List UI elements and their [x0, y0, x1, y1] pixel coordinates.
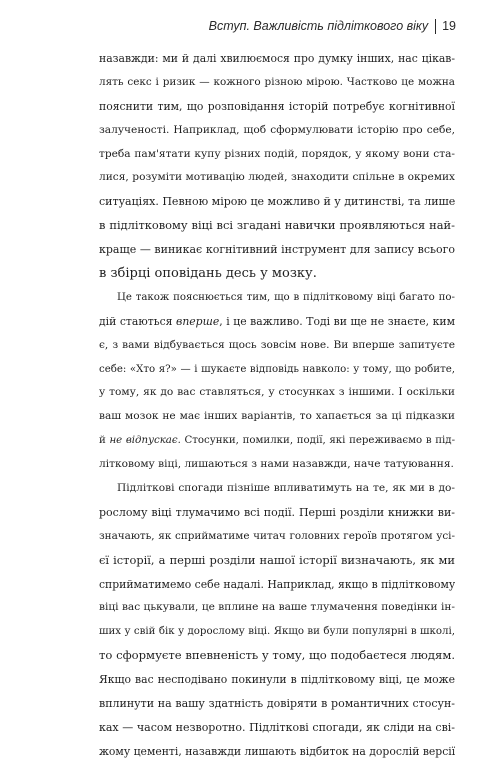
text-line: залученості. Наприклад, щоб сформулювати історію про себе,	[99, 123, 455, 136]
text-line: ситуаціях. Певною мірою це можливо й у дитинстві, та лише	[99, 195, 455, 209]
text-run: Це також пояснюється тим, що в підлітковому віці багато по-	[117, 291, 455, 303]
text-line: лися, розуміти мотивацію людей, знаходити спільне в окремих	[99, 171, 455, 184]
text-line: віці вас цькували, це вплине на ваше тлумачення поведінки ін-	[99, 601, 455, 614]
text-line	[99, 334, 455, 358]
text-run: , і це важливо. Тоді ви ще не знаєте, ким	[219, 314, 455, 328]
text-line: треба пам'ятати купу різних подій, порядок, у якому вони ста-	[99, 147, 455, 160]
page-body	[99, 47, 455, 764]
text-run: себе: «Хто я?» — і шукаєте відповідь навколо: у тому, що робите,	[99, 363, 455, 375]
text-run: . Стосунки, помилки, події, які переживаємо в під-	[177, 435, 455, 447]
text-line	[99, 381, 455, 405]
chapter-title: Вступ. Важливість підліткового віку	[208, 19, 429, 33]
text-line: в підлітковому віці всі згадані навички проявляються най-	[99, 218, 455, 233]
text-line: жому цементі, назавжди лишають відбиток на дорослій версії	[99, 744, 455, 758]
text-line: лять секс і ризик — кожного різною мірою. Частково це можна	[99, 75, 455, 88]
italic-emphasis: не відпускає	[109, 435, 178, 447]
text-line: єї історії, а перші розділи нашої історії визначають, як ми	[99, 552, 455, 567]
text-line: Підліткові спогади пізніше впливатимуть на те, як ми в до-	[117, 482, 455, 495]
text-line	[99, 405, 455, 429]
text-line: вплинути на вашу здатність довіряти в романтичних стосун-	[99, 697, 455, 711]
text-run: дій стаються	[99, 314, 177, 328]
text-line: ших у свій бік у дорослому віці. Якщо ви були популярні в школі,	[99, 626, 455, 638]
page-number: 19	[442, 19, 456, 33]
text-line: сприйматимемо себе надалі. Наприклад, якщо в підлітковому	[99, 577, 455, 591]
text-run: й	[99, 435, 110, 447]
text-line: краще — виникає когнітивний інструмент для запису всього	[99, 243, 455, 257]
text-line	[99, 310, 455, 334]
text-line: в збірці оповідань десь у мозку.	[99, 266, 317, 282]
paragraph-2	[99, 286, 455, 477]
text-line: то сформуєте впевненість у тому, що подобаєтеся людям.	[99, 648, 455, 663]
text-line: назавжди: ми й далі хвилюємося про думку інших, нас цікав-	[99, 52, 455, 65]
text-run: у тому, як до вас ставляться, у стосунках з іншими. І оскільки	[99, 386, 455, 399]
text-line	[99, 453, 455, 477]
text-line: пояснити тим, що розповідання історій потребує когнітивної	[99, 99, 455, 113]
text-line: Якщо вас несподівано покинули в підлітковому віці, це може	[99, 673, 455, 687]
text-line: ках — часом незворотно. Підліткові спогади, як сліди на сві-	[99, 720, 455, 734]
text-line	[99, 358, 455, 382]
text-line: значають, як сприйматиме читач головних героїв протягом усі-	[99, 529, 455, 542]
italic-emphasis: вперше	[176, 314, 220, 328]
running-header	[209, 15, 456, 37]
text-line: рослому віці тлумачимо всі події. Перші розділи книжки ви-	[99, 505, 455, 519]
text-line	[99, 429, 455, 453]
text-run: ваш мозок не має інших варіантів, то хапається за ці підказки	[99, 410, 455, 423]
paragraph-1	[99, 47, 455, 286]
paragraph-3	[99, 477, 455, 764]
text-line	[99, 286, 455, 310]
text-run: є, з вами відбувається щось зовсім нове. Ви вперше запитуєте	[99, 338, 455, 351]
text-run: літковому віці, лишаються з нами назавжди, наче татуювання.	[99, 458, 454, 471]
header-divider	[435, 19, 436, 34]
